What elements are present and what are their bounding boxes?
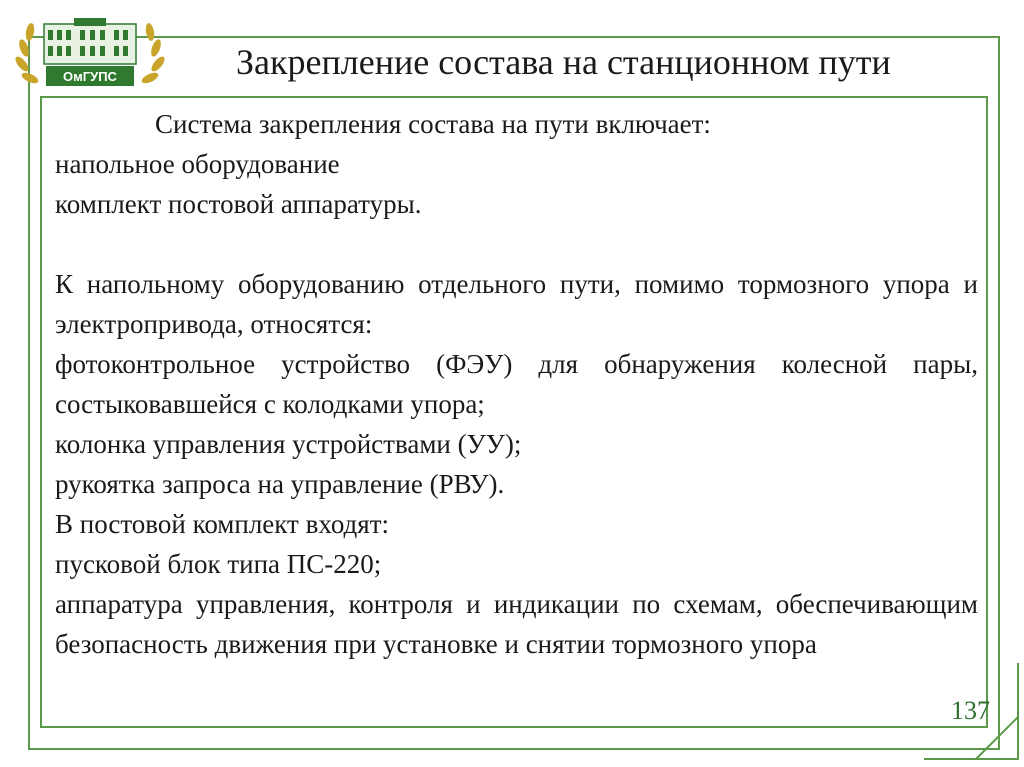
page-number: 137 bbox=[951, 696, 990, 725]
intro-line: Система закрепления состава на пути включает: bbox=[155, 109, 711, 139]
paragraph: фотоконтрольное устройство (ФЭУ) для обнаружения колесной пары, состыковавшейся с колодками упора; bbox=[55, 349, 978, 419]
paragraph-gap bbox=[55, 224, 978, 264]
list-item: рукоятка запроса на управление (РВУ). bbox=[55, 469, 505, 499]
paragraph: аппаратура управления, контроля и индикации по схемам, обеспечивающим безопасность движения при установке и снятии тормозного упора bbox=[55, 589, 978, 659]
slide-body bbox=[55, 104, 978, 664]
logo-text: ОмГУПС bbox=[63, 69, 117, 84]
paragraph: К напольному оборудованию отдельного пути, помимо тормозного упора и электропривода, относятся: bbox=[55, 269, 978, 339]
list-item: колонка управления устройствами (УУ); bbox=[55, 429, 522, 459]
list-item: комплект постовой аппаратуры. bbox=[55, 189, 422, 219]
slide-title: Закрепление состава на станционном пути bbox=[236, 42, 891, 82]
list-item: напольное оборудование bbox=[55, 149, 340, 179]
university-logo bbox=[10, 8, 170, 92]
list-item: пусковой блок типа ПС-220; bbox=[55, 549, 382, 579]
list-item: В постовой комплект входят: bbox=[55, 509, 390, 539]
building-icon bbox=[44, 18, 136, 64]
